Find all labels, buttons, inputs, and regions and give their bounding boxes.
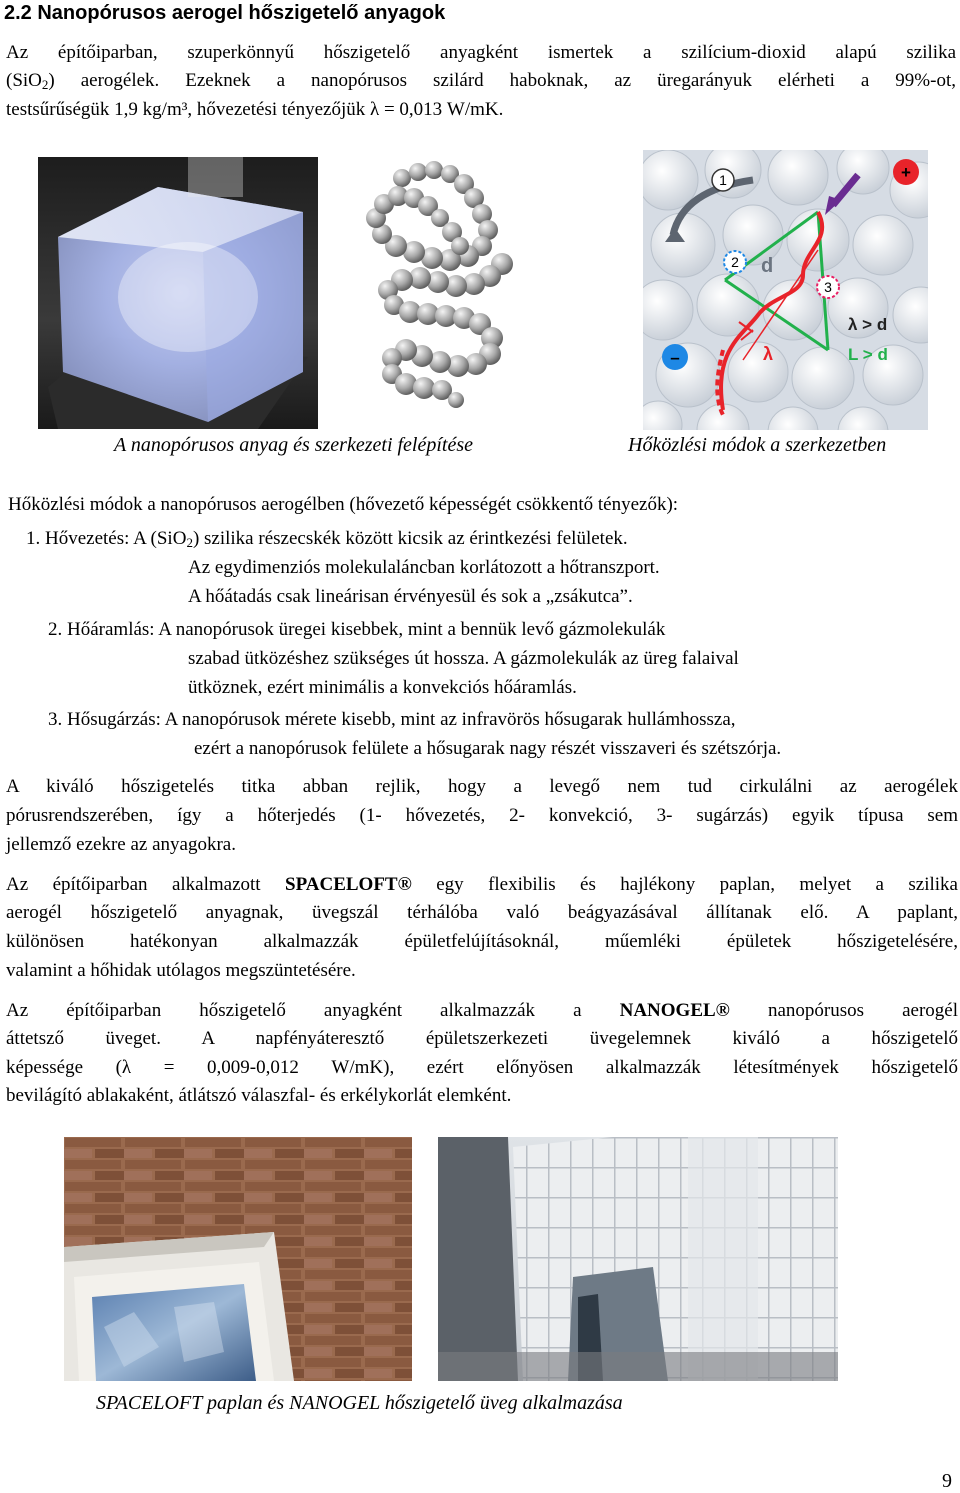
para3-line4: bevilágító ablakaként, átlátszó válaszfal- és erkélykorlát elemként. bbox=[6, 1085, 512, 1106]
para1-line2: pórusrendszerében, így a hőterjedés (1- hővezetés, 2- konvekció, 3- sugárzás) egyik típusa sem bbox=[6, 805, 958, 826]
intro-line-3: testsűrűségük 1,9 kg/m³, hővezetési tényezőjük λ = 0,013 W/mK. bbox=[6, 99, 504, 120]
para2-line2: aerogél hőszigetelő anyagnak, üvegszál térhálóba való beágyazásával állítanak elő. A paplant, bbox=[6, 902, 958, 923]
aerogel-cube-photo bbox=[38, 157, 318, 429]
mode3-line2: ezért a nanopórusok felülete a hősugarak nagy részét visszaveri és szétszórja. bbox=[194, 738, 782, 759]
para1-line1: A kiváló hőszigetelés titka abban rejlik, hogy a levegő nem tud cirkulálni az aerogélek bbox=[6, 776, 958, 797]
nanogel-building-photo bbox=[438, 1137, 838, 1381]
spaceloft-window-photo bbox=[64, 1137, 412, 1381]
intro-line-2: (SiO$_2$) aerogélek. Ezeknek a nanopórusos szilárd haboknak, az üregarányuk elérheti a 99%-ot, bbox=[6, 70, 956, 92]
heat-transfer-diagram bbox=[643, 150, 928, 430]
section-heading: 2.2 Nanopórusos aerogel hőszigetelő anyagok bbox=[4, 2, 446, 24]
diagram-label-3: 3 bbox=[824, 279, 832, 295]
para2-line1: Az építőiparban alkalmazott SPACELOFT® egy flexibilis és hajlékony paplan, melyet a szilika bbox=[6, 874, 958, 895]
diagram-lambda: λ bbox=[763, 344, 774, 364]
para2-line4: valamint a hőhidak utólagos megszüntetésére. bbox=[6, 960, 356, 981]
figure2-caption: SPACELOFT paplan és NANOGEL hőszigetelő üveg alkalmazása bbox=[96, 1392, 623, 1414]
silica-particle-chain-illustration bbox=[362, 160, 517, 415]
para3-line1: Az építőiparban hőszigetelő anyagként alkalmazzák a NANOGEL® nanopórusos aerogél bbox=[6, 1000, 958, 1021]
diagram-d: d bbox=[761, 255, 774, 277]
para3-line2: áttetsző üveget. A napfényáteresztő épületszerkezeti üvegelemnek kiváló a hőszigetelő bbox=[6, 1028, 958, 1049]
intro-line-1: Az építőiparban, szuperkönnyű hőszigetelő anyagként ismertek a szilícium-dioxid alapú szilika bbox=[6, 42, 956, 63]
para1-line3: jellemző ezekre az anyagokra. bbox=[6, 834, 236, 855]
mode1-line1: 1. Hővezetés: A (SiO$_2$) szilika részecskék között kicsik az érintkezési felületek. bbox=[26, 528, 628, 550]
modes-intro: Hőközlési módok a nanopórusos aerogélben (hővezető képességét csökkentő tényezők): bbox=[8, 494, 679, 515]
page-number: 9 bbox=[942, 1470, 952, 1492]
mode3-line1: 3. Hősugárzás: A nanopórusok mérete kisebb, mint az infravörös hősugarak hullámhossza, bbox=[48, 709, 736, 730]
spaceloft-brand: SPACELOFT® bbox=[285, 874, 412, 895]
diagram-rel-lambda: λ > d bbox=[848, 315, 888, 334]
nanogel-brand: NANOGEL® bbox=[619, 1000, 730, 1021]
diagram-plus: + bbox=[901, 163, 911, 182]
diagram-label-2: 2 bbox=[731, 254, 739, 270]
para2-line3: különösen hatékonyan alkalmazzák épületfelújításoknál, műemléki épületek hőszigetelésére, bbox=[6, 931, 958, 952]
diagram-label-1: 1 bbox=[719, 172, 727, 188]
mode2-line2: szabad ütközéshez szükséges út hossza. A gázmolekulák az üreg falaival bbox=[188, 648, 739, 669]
diagram-minus: – bbox=[670, 348, 680, 367]
mode1-line2: Az egydimenziós molekulaláncban korlátozott a hőtranszport. bbox=[188, 557, 660, 578]
diagram-rel-L: L > d bbox=[848, 345, 888, 364]
figure1-caption-right: Hőközlési módok a szerkezetben bbox=[628, 434, 887, 456]
mode2-line3: ütköznek, ezért minimális a konvekciós hőáramlás. bbox=[188, 677, 577, 698]
mode1-line3: A hőátadás csak lineárisan érvényesül és sok a „zsákutca”. bbox=[188, 586, 633, 607]
figure1-caption-left: A nanopórusos anyag és szerkezeti felépítése bbox=[114, 434, 474, 456]
para3-line3: képessége (λ = 0,009-0,012 W/mK), ezért előnyösen alkalmazzák létesítmények hőszigetelő bbox=[6, 1057, 958, 1078]
mode2-line1: 2. Hőáramlás: A nanopórusok üregei kisebbek, mint a bennük levő gázmolekulák bbox=[48, 619, 666, 640]
